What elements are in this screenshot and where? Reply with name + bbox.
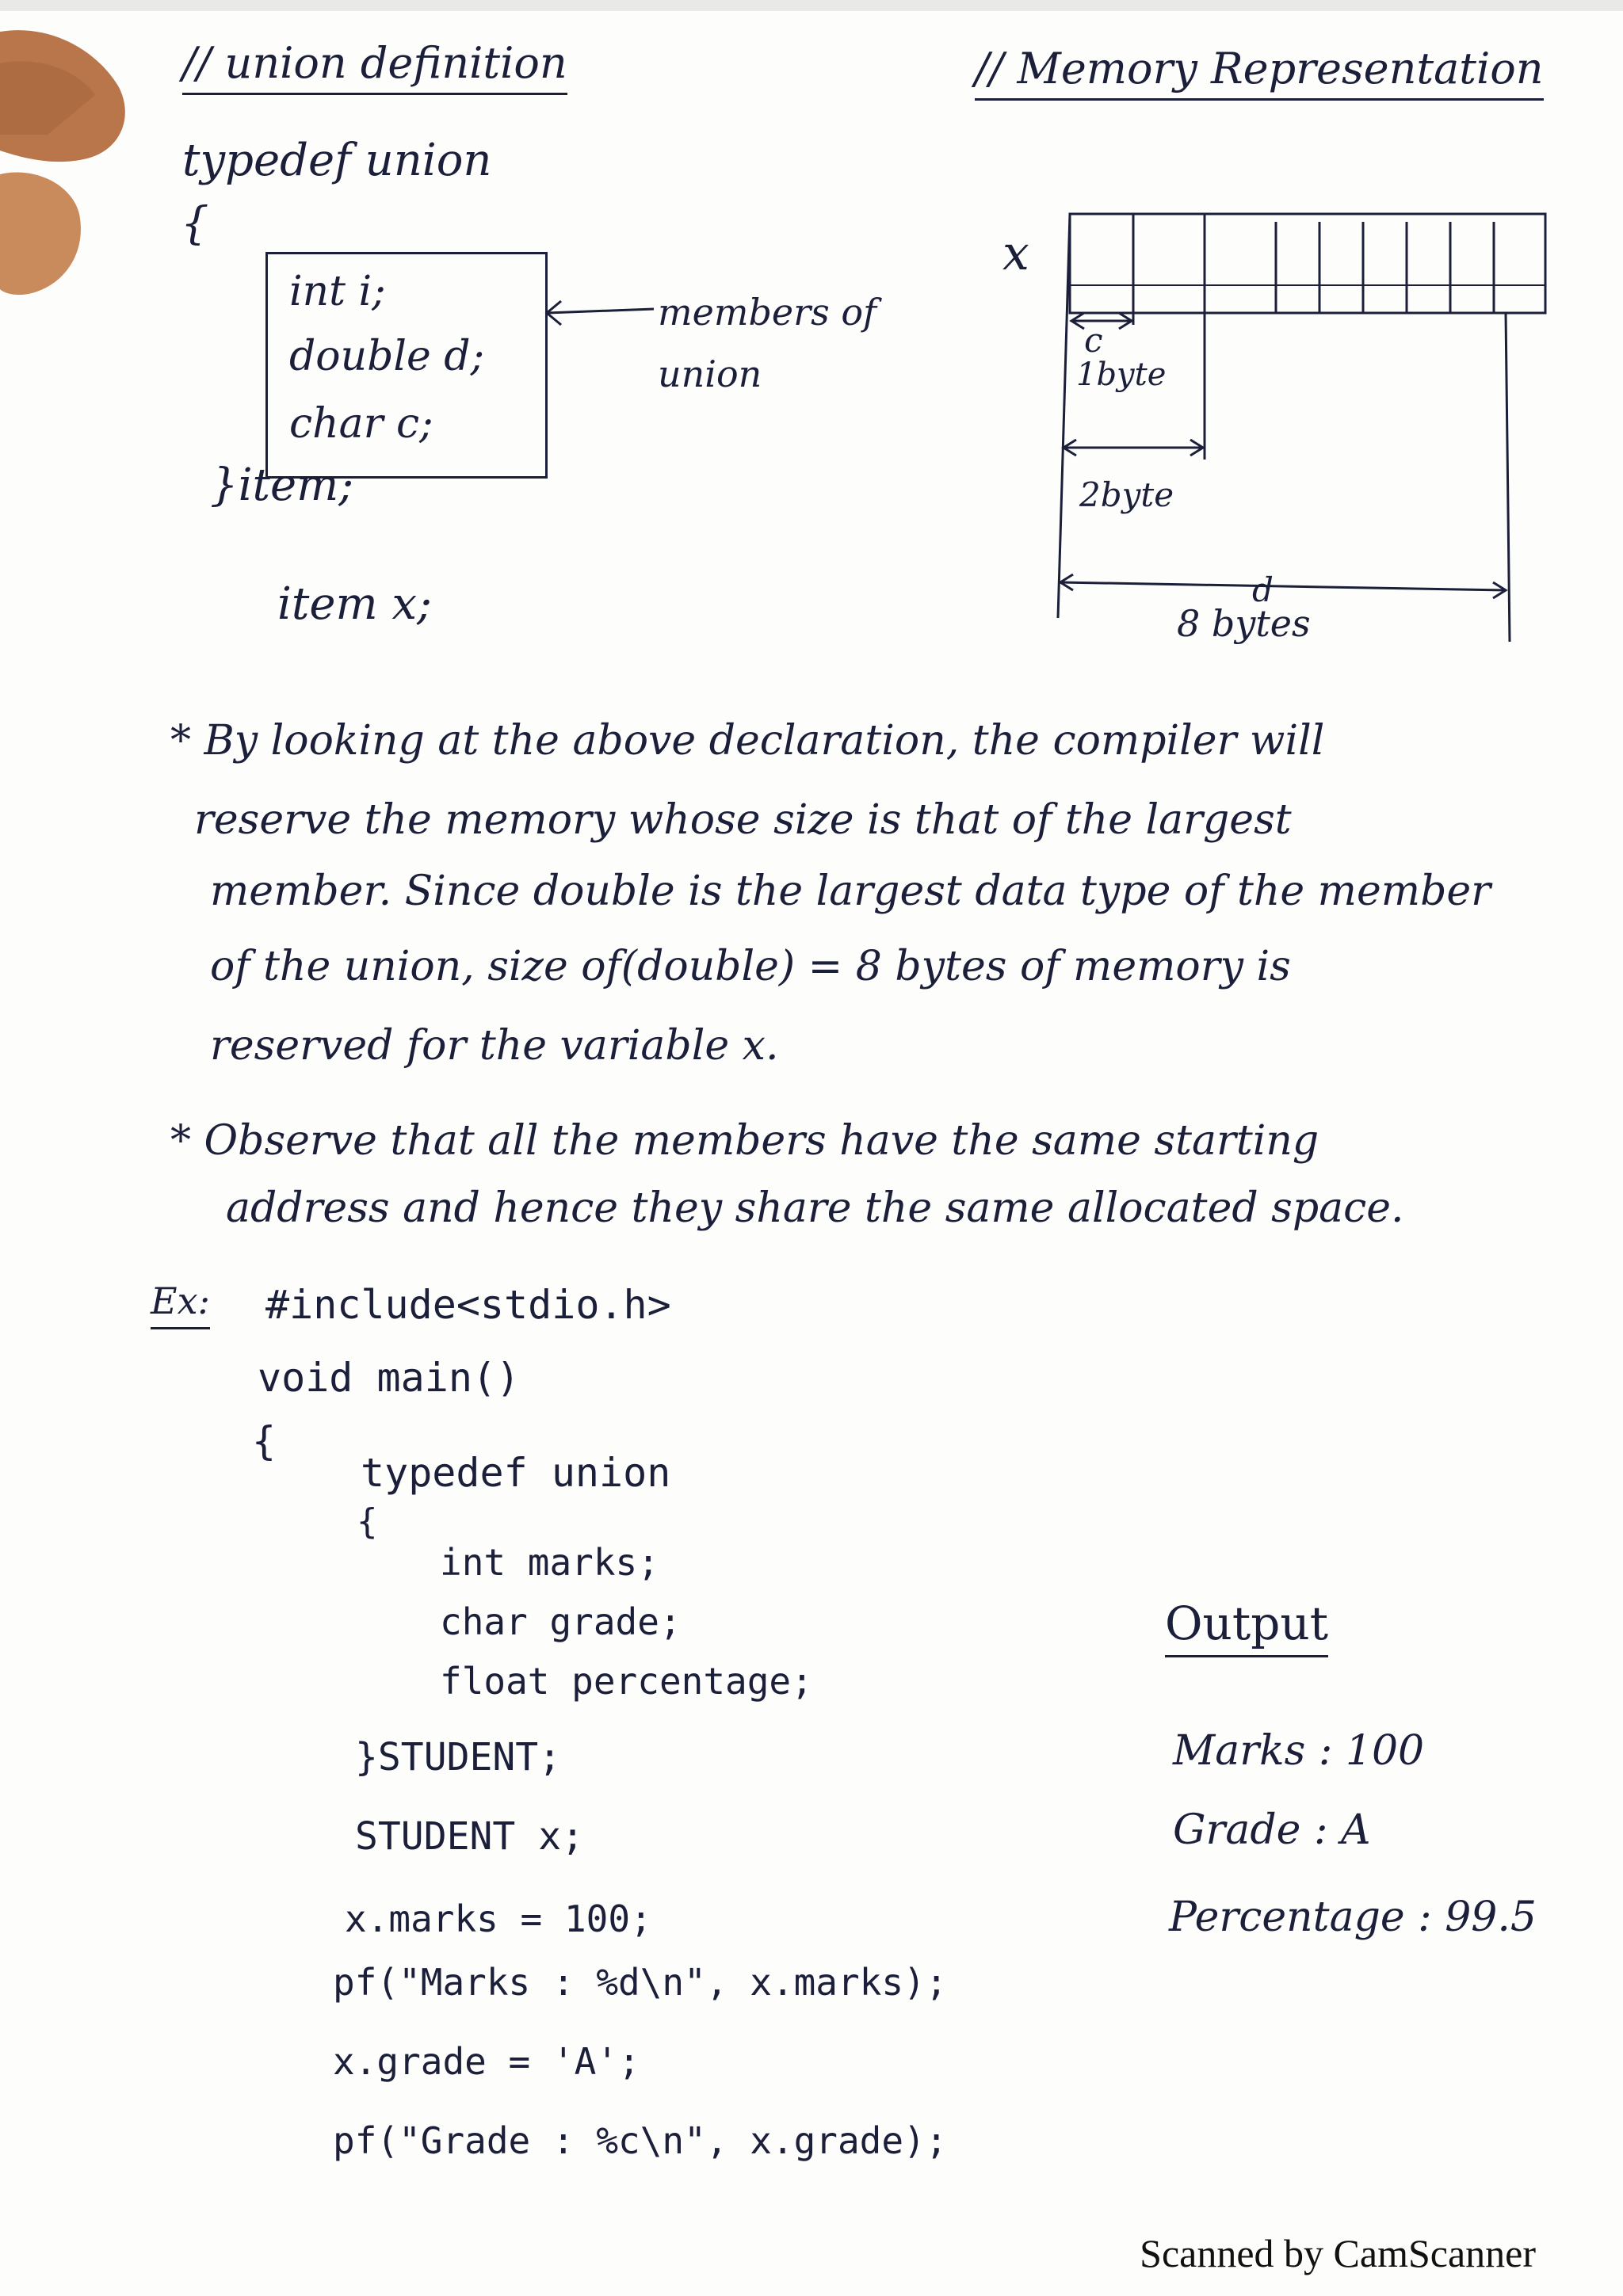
code-print-marks: pf("Marks : %d\n", x.marks); bbox=[333, 1961, 948, 2004]
code-float-percentage: float percentage; bbox=[440, 1660, 813, 1703]
output-marks: Marks : 100 bbox=[1173, 1727, 1425, 1775]
code-grade-assign: x.grade = 'A'; bbox=[333, 2040, 640, 2083]
d-size-label: 8 bytes bbox=[1177, 602, 1311, 645]
member-double: double d; bbox=[289, 333, 485, 380]
typedef-union-line: typedef union bbox=[182, 135, 492, 186]
var-x-label: x bbox=[1002, 226, 1029, 281]
memory-representation-heading: // Memory Representation bbox=[975, 44, 1544, 101]
d-label: d bbox=[1252, 570, 1274, 609]
member-char: char c; bbox=[289, 400, 433, 448]
example-label: Ex: bbox=[151, 1280, 210, 1329]
para1-line3: member. Since double is the largest data type of the member bbox=[210, 868, 1491, 915]
code-marks-assign: x.marks = 100; bbox=[345, 1897, 652, 1940]
code-open-brace: { bbox=[252, 1418, 277, 1464]
code-char-grade: char grade; bbox=[440, 1600, 682, 1643]
para2-line1: * Observe that all the members have the same starting bbox=[170, 1117, 1319, 1165]
para1-line2: reserve the memory whose size is that of the largest bbox=[194, 796, 1292, 844]
output-title: Output bbox=[1165, 1596, 1328, 1657]
para2-line2: address and hence they share the same allocated space. bbox=[226, 1184, 1404, 1232]
output-percentage: Percentage : 99.5 bbox=[1169, 1894, 1537, 1941]
union-definition-heading: // union definition bbox=[182, 38, 567, 95]
item-x-declaration: item x; bbox=[277, 578, 432, 630]
two-byte-label: 2byte bbox=[1079, 475, 1174, 514]
code-print-grade: pf("Grade : %c\n", x.grade); bbox=[333, 2119, 948, 2162]
c-label: c bbox=[1084, 321, 1103, 360]
code-typedef-union: typedef union bbox=[361, 1450, 671, 1496]
output-grade: Grade : A bbox=[1173, 1806, 1371, 1854]
c-size-label: 1byte bbox=[1076, 357, 1167, 393]
para1-line5: reserved for the variable x. bbox=[210, 1022, 779, 1070]
code-void-main: void main() bbox=[258, 1355, 521, 1401]
code-student-close: }STUDENT; bbox=[355, 1735, 562, 1779]
member-int: int i; bbox=[289, 268, 386, 315]
open-brace: { bbox=[181, 198, 209, 250]
include-line: #include<stdio.h> bbox=[265, 1282, 671, 1328]
code-inner-brace: { bbox=[357, 1501, 378, 1542]
close-item: }item; bbox=[210, 460, 354, 511]
para1-line4: of the union, size of(double) = 8 bytes of memory is bbox=[210, 943, 1291, 990]
para1-line1: * By looking at the above declaration, the compiler will bbox=[170, 717, 1325, 765]
code-int-marks: int marks; bbox=[440, 1541, 659, 1584]
code-student-x: STUDENT x; bbox=[355, 1814, 584, 1859]
members-label: members of union bbox=[658, 291, 877, 395]
scanner-watermark: Scanned by CamScanner bbox=[1140, 2231, 1536, 2275]
